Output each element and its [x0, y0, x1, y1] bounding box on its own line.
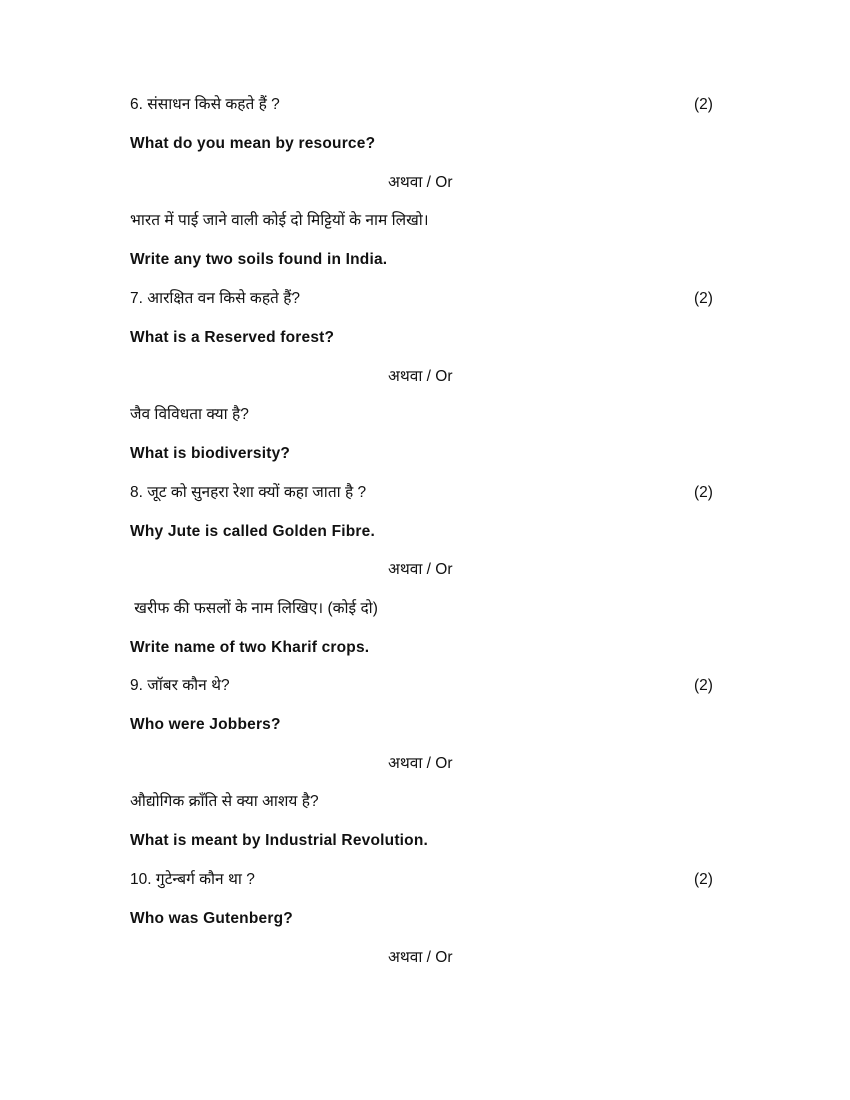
question-english: Why Jute is called Golden Fibre.: [130, 523, 375, 540]
question-hindi: 6. संसाधन किसे कहते हैं ?: [130, 96, 280, 113]
alternate-question-english: What is meant by Industrial Revolution.: [130, 832, 429, 849]
question-english: Who were Jobbers?: [130, 716, 281, 733]
alternate-question-hindi: औद्योगिक क्राँति से क्या आशय है?: [130, 793, 319, 810]
or-separator: अथवा / Or: [388, 755, 453, 772]
alternate-question-hindi: जैव विविधता क्या है?: [130, 406, 249, 423]
question-marks: (2): [694, 484, 713, 501]
question-english: What do you mean by resource?: [130, 135, 376, 152]
alternate-question-english: Write any two soils found in India.: [130, 251, 388, 268]
question-hindi: 10. गुटेन्बर्ग कौन था ?: [130, 871, 255, 888]
or-separator: अथवा / Or: [388, 561, 453, 578]
question-hindi: 7. आरक्षित वन किसे कहते हैं?: [130, 290, 301, 307]
or-separator: अथवा / Or: [388, 949, 453, 966]
alternate-question-hindi: भारत में पाई जाने वाली कोई दो मिट्टियों के नाम लिखो।: [130, 212, 429, 229]
or-separator: अथवा / Or: [388, 368, 453, 385]
question-hindi: 8. जूट को सुनहरा रेशा क्यों कहा जाता है ?: [130, 484, 367, 501]
alternate-question-english: What is biodiversity?: [130, 445, 291, 462]
or-separator: अथवा / Or: [388, 174, 453, 191]
question-english: What is a Reserved forest?: [130, 329, 335, 346]
question-marks: (2): [694, 871, 713, 888]
question-marks: (2): [694, 96, 713, 113]
question-hindi: 9. जॉबर कौन थे?: [130, 677, 230, 694]
question-english: Who was Gutenberg?: [130, 910, 293, 927]
question-marks: (2): [694, 677, 713, 694]
question-marks: (2): [694, 290, 713, 307]
alternate-question-hindi: खरीफ की फसलों के नाम लिखिए। (कोई दो): [130, 600, 378, 617]
alternate-question-english: Write name of two Kharif crops.: [130, 639, 370, 656]
